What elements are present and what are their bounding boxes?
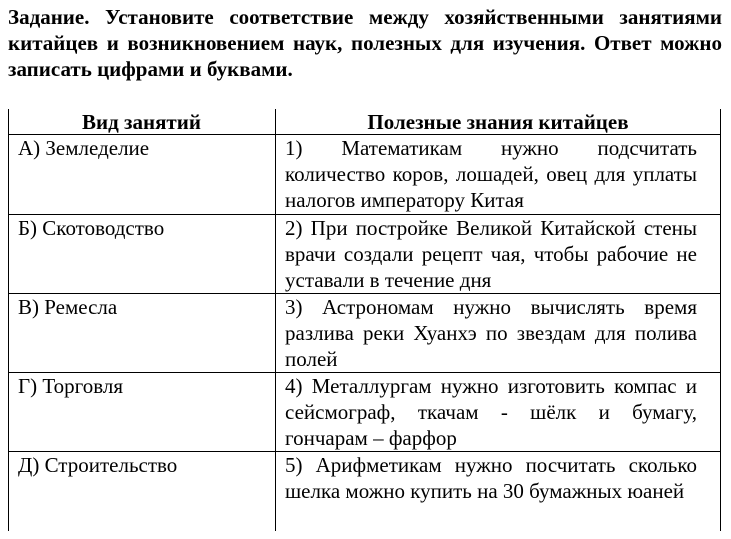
column-header-occupation: Вид занятий <box>82 110 201 134</box>
knowledge-cell-4: 4) Металлургам нужно изготовить компас и сейсмограф, ткачам - шёлк и бумагу, гончарам – фарфор <box>285 374 697 450</box>
occupation-cell-e: Д) Строительство <box>18 453 178 477</box>
knowledge-cell-3: 3) Астрономам нужно вычислять время разлива реки Хуанхэ по звездам для полива полей <box>285 295 697 371</box>
occupation-cell-c: В) Ремесла <box>18 295 118 319</box>
column-header-knowledge: Полезные знания китайцев <box>367 110 629 134</box>
matching-table <box>8 109 721 531</box>
table-column-divider <box>275 109 276 531</box>
knowledge-cell-1: 1) Математикам нужно подсчитать количество коров, лошадей, овец для уплаты налогов императору Китая <box>285 136 697 212</box>
occupation-cell-b: Б) Скотоводство <box>18 216 165 240</box>
occupation-cell-d: Г) Торговля <box>18 374 123 398</box>
table-border-right <box>720 109 721 531</box>
task-instructions: Задание. Установите соответствие между хозяйственными занятиями китайцев и возникновением наук, полезных для изучения. Ответ можно записать цифрами и буквами. <box>8 5 722 81</box>
knowledge-cell-2: 2) При постройке Великой Китайской стены врачи создали рецепт чая, чтобы рабочие не уставали в течение дня <box>285 216 697 292</box>
occupation-cell-a: А) Земледелие <box>18 136 150 160</box>
knowledge-cell-5: 5) Арифметикам нужно посчитать сколько шелка можно купить на 30 бумажных юаней <box>285 453 697 503</box>
table-border-left <box>8 109 9 531</box>
